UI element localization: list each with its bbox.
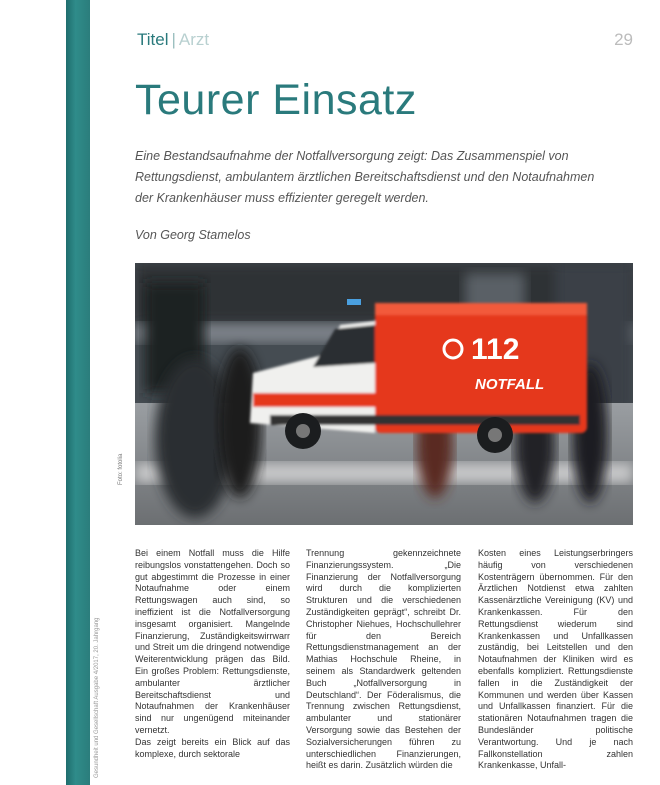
- ambulance-photo: [135, 263, 633, 525]
- spine-caption: [92, 540, 106, 780]
- body-column-1: [135, 548, 290, 760]
- section-label: [137, 30, 209, 50]
- page-number: 29: [614, 30, 633, 49]
- section-separator: |: [171, 30, 176, 49]
- subsection-title: Arzt: [178, 30, 210, 49]
- page-spine-bar: [66, 0, 90, 785]
- article-body: [135, 548, 633, 778]
- ambulance-number-text: 112: [471, 333, 520, 366]
- spine-caption-text: Gesundheit und Gesellschaft Ausgabe 4/2017, 20. Jahrgang: [94, 617, 100, 778]
- page-header: [137, 30, 637, 54]
- body-paragraph: Bei einem Notfall muss die Hilfe reibungslos vonstattengehen. Doch so gut abgestimmt die Prozesse in einer Notaufnahme oder einem Rettungswagen auch sind, so ineffizient ist die Notfallversorgung insgesamt organisiert. Mangelnde Finanzierung, Zuständigkeitswirrwarr und Streit um die dringend notwendige Weiterentwicklung prägen das Bild. Ein großes Problem: Rettungsdienste, ambulanter ärztlicher Bereitschaftsdienst und Notaufnahmen der Krankenhäuser sind nur ungenügend miteinander vernetzt.: [135, 548, 290, 735]
- section-title: Titel: [137, 30, 169, 49]
- article-author: Von Georg Stamelos: [135, 228, 251, 242]
- article-title: Teurer Einsatz: [135, 76, 417, 124]
- ambulance-illustration: [135, 263, 633, 525]
- ambulance-notfall-text: NOTFALL: [475, 376, 545, 393]
- body-paragraph: Trennung gekennzeichnete Finanzierungssystem. „Die Finanzierung der Notfallversorgung wird durch die komplizierten Strukturen und die verschiedenen Zuständigkeiten geprägt“, schreibt Dr. Christopher Niehues, Hochschullehrer für den Bereich Rettungsdienstmanagement an der Mathias Hochschule Rheine, in seinem als Standardwerk geltenden Buch „Notfallversorgung in Deutschland“. Der Föderalismus, die Trennung zwischen Rettungsdienst, ambulanter und stationärer Versorgung sowie das Bestehen der Sozialversicherungen führen zu unterschiedlichen Finanzierungen, heißt es darin. Zusätzlich würden die: [306, 548, 461, 771]
- body-paragraph: Kosten eines Leistungserbringers häufig von verschiedenen Kostenträgern übernommen. Für den Ärztlichen Notdienst etwa zahlten Kassenärztliche Vereinigung (KV) und Krankenkassen. Für den Rettungsdienst wiederum sind Krankenkassen und Unfallkassen zuständig, bei Leitstellen und den Notaufnahmen der Kliniken wird es ebenfalls kompliziert. Rettungsdienste fallen in die Zuständigkeit der Kommunen und werden über Kassen und Unfallkassen finanziert. Für die stationären Notaufnahmen tragen die Bundesländer politische Verantwortung. Und je nach Fallkonstellation zahlen Krankenkasse, Unfall-: [478, 548, 633, 771]
- article-lead: Eine Bestandsaufnahme der Notfallversorgung zeigt: Das Zusammenspiel von Rettungsdienst, ambulantem ärztlichen Bereitschaftsdienst und den Notaufnahmen der Krankenhäuser muss effizienter geregelt werden.: [135, 149, 595, 205]
- body-paragraph: Das zeigt bereits ein Blick auf das komplexe, durch sektorale: [135, 736, 290, 759]
- photo-credit: Foto: fotolia: [118, 453, 124, 485]
- body-column-2: [306, 548, 461, 772]
- body-column-3: [478, 548, 633, 772]
